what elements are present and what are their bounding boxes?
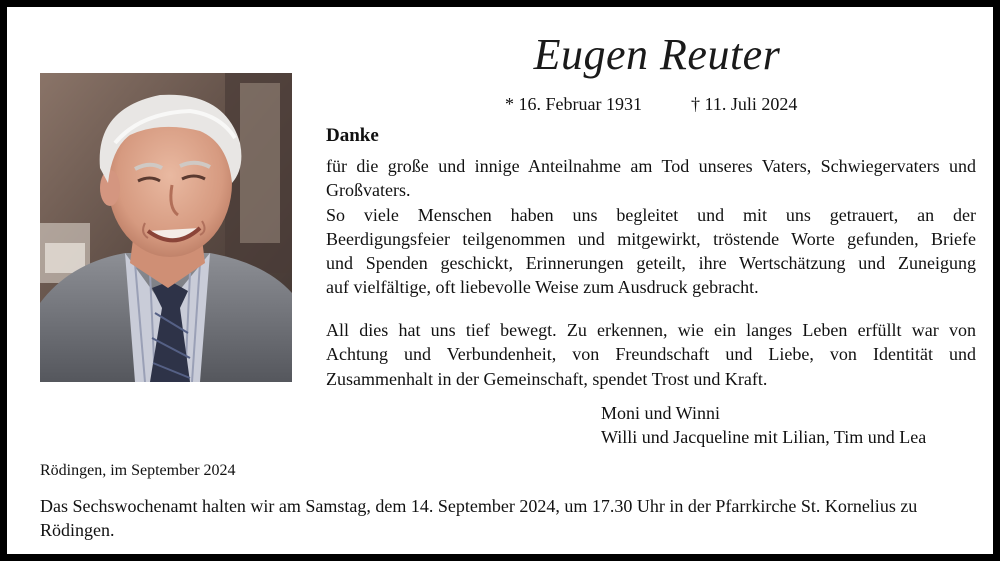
deceased-name: Eugen Reuter <box>533 30 781 79</box>
thanks-heading: Danke <box>326 125 379 146</box>
paragraph-line: für die große und innige Anteilnahme am Tod unseres Vaters, Schwiegervaters und <box>326 156 976 176</box>
paragraph-line: Beerdigungsfeier teilgenommen und mitgewirkt, tröstende Worte gefunden, Briefe <box>326 228 976 249</box>
paragraph-line: Achtung und Verbundenheit, von Freundschaft und Liebe, von Identität und <box>326 344 976 365</box>
thanks-paragraph-1 <box>326 154 976 300</box>
signature-line: Moni und Winni <box>601 403 720 423</box>
portrait-photo <box>40 73 292 382</box>
paragraph-line: auf vielfältige, oft liebevolle Weise zum Ausdruck gebracht. <box>326 277 759 298</box>
paragraph-line: Großvaters. <box>326 180 411 201</box>
portrait-illustration <box>40 73 292 382</box>
paragraph-line: All dies hat uns tief bewegt. Zu erkennen, wie ein langes Leben erfüllt war von <box>326 320 976 340</box>
thanks-paragraph-2 <box>326 318 976 391</box>
death-date: † 11. Juli 2024 <box>691 94 798 114</box>
family-signatures <box>601 401 926 449</box>
place-and-date: Rödingen, im September 2024 <box>40 462 236 479</box>
signature-line: Willi und Jacqueline mit Lilian, Tim und Lea <box>601 427 927 447</box>
service-announcement: Das Sechswochenamt halten wir am Samstag, dem 14. September 2024, um 17.30 Uhr in der Pfarrkirche St. Kornelius zu Rödingen. <box>40 496 918 540</box>
paragraph-line: Zusammenhalt in der Gemeinschaft, spendet Trost und Kraft. <box>326 368 768 389</box>
paragraph-line: So viele Menschen haben uns begleitet und mit uns getrauert, an der <box>326 204 976 225</box>
paragraph-line: und Spenden geschickt, Erinnerungen geteilt, ihre Wertschätzung und Zuneigung <box>326 253 976 274</box>
birth-date: * 16. Februar 1931 <box>505 94 642 114</box>
